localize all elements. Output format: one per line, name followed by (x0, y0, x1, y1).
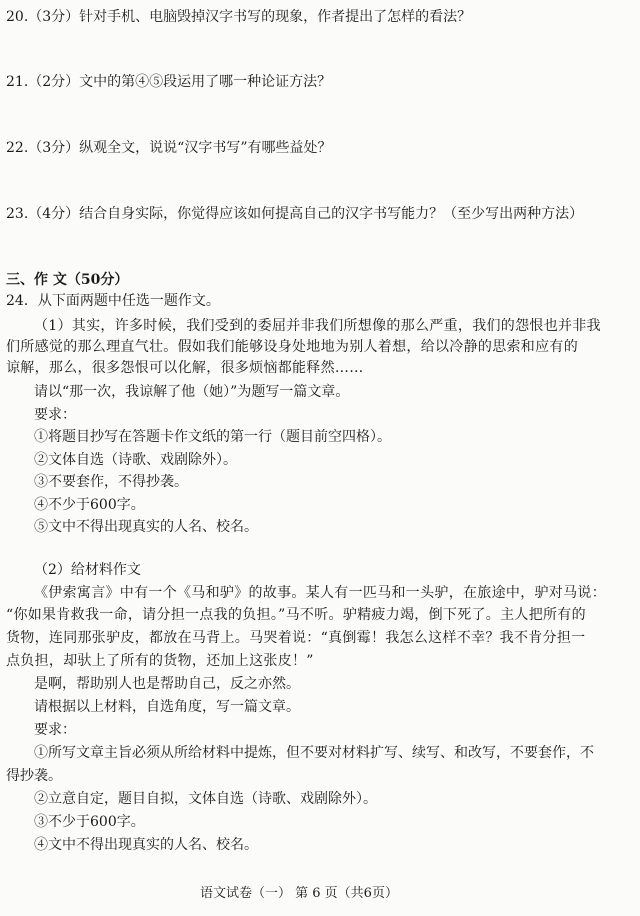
topic2-title: （2）给材料作文 (34, 562, 141, 578)
topic2-requirement: ①所写文章主旨必须从所给材料中提炼，但不要对材料扩写、续写、和改写，不要套作，不 (34, 745, 594, 761)
topic1-prompt: 请以“那一次，我谅解了他（她）”为题写一篇文章。 (34, 384, 350, 400)
topic1-requirement: ④不少于600字。 (34, 497, 145, 513)
topic1-requirement: ⑤文中不得出现真实的人名、校名。 (34, 519, 258, 535)
topic2-requirement: ③不少于600字。 (34, 814, 145, 830)
topic1-line: 们所感觉的那么理直气壮。假如我们能够设身处地地为别人着想，给以冷静的思索和应有的 (6, 339, 578, 355)
question-22: 22.（3分）纵观全文，说说“汉字书写”有哪些益处？ (6, 140, 332, 156)
topic2-material-line: 货物，连同那张驴皮，都放在马背上。马哭着说：“真倒霉！我怎么这样不幸？我不肯分担一 (6, 630, 586, 646)
topic1-requirement: ①将题目抄写在答题卡作文纸的第一行（题目前空四格）。 (34, 429, 391, 445)
question-20: 20.（3分）针对手机、电脑毁掉汉字书写的现象，作者提出了怎样的看法？ (6, 9, 472, 25)
topic2-requirement: ②立意自定，题目自拟，文体自选（诗歌、戏剧除外）。 (34, 791, 377, 807)
topic1-requirement: ②文体自选（诗歌、戏剧除外）。 (34, 452, 237, 468)
question-24: 24．从下面两题中任选一题作文。 (6, 293, 220, 309)
topic1-requirements-title: 要求： (34, 407, 76, 423)
topic1-line: （1）其实，许多时候，我们受到的委屈并非我们所想像的那么严重，我们的怨恨也并非我 (34, 318, 601, 334)
question-21: 21.（2分）文中的第④⑤段运用了哪一种论证方法？ (6, 74, 332, 90)
topic2-requirement-cont: 得抄袭。 (6, 768, 62, 784)
topic2-material-line: “你如果肯救我一命，请分担一点我的负担。”马不听。驴精疲力竭，倒下死了。主人把所有的 (6, 607, 586, 623)
topic1-line: 谅解，那么，很多怨恨可以化解，很多烦恼都能释然…… (6, 360, 364, 376)
topic2-moral: 是啊，帮助别人也是帮助自己，反之亦然。 (34, 676, 300, 692)
topic2-requirements-title: 要求： (34, 722, 76, 738)
question-23: 23.（4分）结合自身实际，你觉得应该如何提高自己的汉字书写能力？（至少写出两种方法） (6, 206, 584, 222)
composition-section-title: 三、作 文（50分） (6, 272, 129, 288)
topic2-material-line: 点负担，却驮上了所有的货物，还加上这张皮！” (6, 653, 314, 669)
topic2-prompt: 请根据以上材料，自选角度，写一篇文章。 (34, 699, 300, 715)
topic2-material-line: 《伊索寓言》中有一个《马和驴》的故事。某人有一匹马和一头驴，在旅途中，驴对马说： (34, 585, 606, 601)
topic1-requirement: ③不要套作，不得抄袭。 (34, 474, 188, 490)
topic2-requirement: ④文中不得出现真实的人名、校名。 (34, 837, 258, 853)
page-footer: 语文试卷（一） 第 6 页（共6页） (200, 886, 398, 901)
